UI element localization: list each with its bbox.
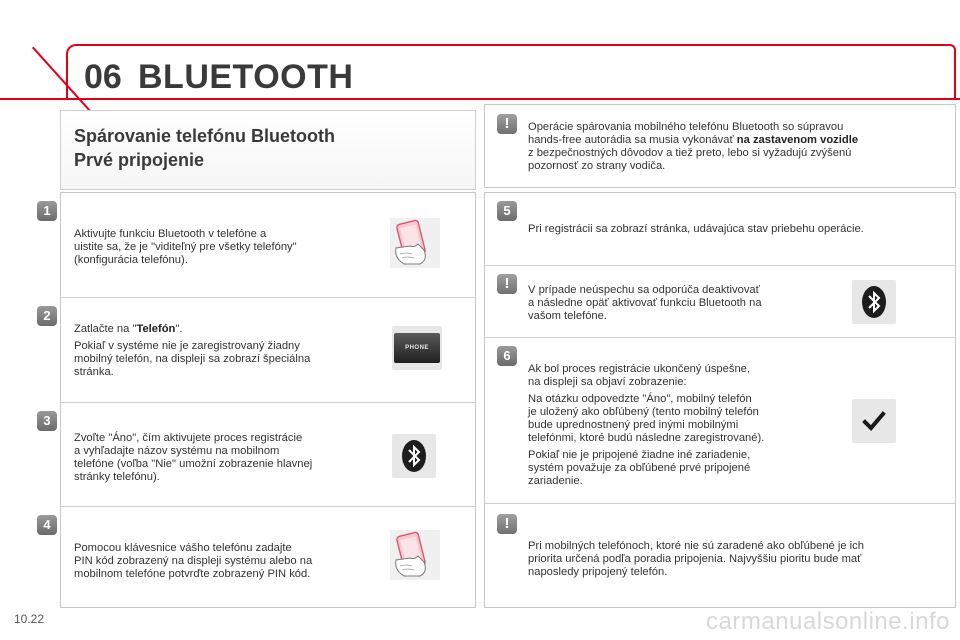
step-2-text: Zatlačte na "Telefón". Pokiaľ v systéme nie je zaregistrovaný žiadny mobilný telefón, na displeji sa zobrazí špeciálna stránka. bbox=[74, 323, 311, 378]
step-4-badge: 4 bbox=[37, 515, 57, 535]
warning-icon: ! bbox=[497, 274, 517, 294]
step-3-badge: 3 bbox=[37, 411, 57, 431]
checkmark-icon bbox=[862, 410, 886, 432]
phone-hand-icon bbox=[390, 530, 440, 580]
phone-hand-icon bbox=[390, 530, 440, 580]
bluetooth-icon-box bbox=[852, 280, 896, 324]
step-4-text: Pomocou klávesnice vášho telefónu zadajte PIN kód zobrazený na displeji systému alebo na mobilnom telefóne potvrďte zobrazený PIN kód. bbox=[74, 542, 313, 580]
step-5-text: Pri registrácii sa zobrazí stránka, udávajúca stav priebehu operácie. bbox=[528, 223, 864, 235]
step-5-badge: 5 bbox=[497, 201, 517, 221]
section-title: Spárovanie telefónu Bluetooth bbox=[74, 126, 336, 146]
phone-hand-icon bbox=[390, 218, 440, 268]
bluetooth-icon bbox=[860, 285, 888, 319]
warning-failure-text: V prípade neúspechu sa odporúča deaktivovať a následne opäť aktivovať funkciu Bluetooth na vašom telefóne. bbox=[528, 284, 762, 322]
divider bbox=[61, 506, 475, 507]
chapter-number: 06 bbox=[84, 58, 122, 96]
bluetooth-icon-box bbox=[392, 434, 436, 478]
step-6-badge: 6 bbox=[497, 346, 517, 366]
bluetooth-icon bbox=[400, 439, 428, 473]
step-1-text: Aktivujte funkciu Bluetooth v telefóne a uistite sa, že je "viditeľný pre všetky telefóny" (konfigurácia telefónu). bbox=[74, 228, 297, 266]
chapter-title: BLUETOOTH bbox=[138, 58, 354, 96]
header-rule bbox=[0, 98, 960, 100]
divider bbox=[485, 337, 955, 338]
section-subtitle: Prvé pripojenie bbox=[74, 150, 205, 170]
warning-priority-text: Pri mobilných telefónoch, ktoré nie sú zaradené ako obľúbené je ich priorita určená podľa poradia pripojenia. Najvyššiu pioritu bude mať naposledy pripojený telefón. bbox=[528, 540, 864, 578]
step-1-badge: 1 bbox=[37, 201, 57, 221]
divider bbox=[61, 297, 475, 298]
divider bbox=[61, 402, 475, 403]
phone-button-frame bbox=[392, 326, 442, 370]
warning-icon: ! bbox=[497, 114, 517, 134]
checkmark-icon-box bbox=[852, 399, 896, 443]
step-6-text: Ak bol proces registrácie ukončený úspešne, na displeji sa objaví zobrazenie: Na otázku odpovedzte "Áno", mobilný telefón je uložený ako obľúbený (tento mobilný telefón bude uprednostnený pred inými mobilnými telefónmi, ktoré budú následne zaregistrované). Pokiaľ nie je pripojené žiadne iné zariadenie, systém považuje za obľúbené prvé pripojené zariadenie. bbox=[528, 363, 765, 487]
warning-top-text: Operácie spárovania mobilného telefónu Bluetooth so súpravou hands-free autorádia sa musia vykonávať na zastavenom vozidle z bezpečnostných dôvodov a tiež preto, lebo si vyžadujú zvýšenú pozornosť zo strany vodiča. bbox=[528, 121, 859, 172]
phone-hand-icon bbox=[390, 218, 440, 268]
watermark: carmanualsonline.info bbox=[706, 608, 950, 635]
step-3-text: Zvoľte "Áno", čím aktivujete proces registrácie a vyhľadajte názov systému na mobilnom telefóne (voľba "Nie" umožní zobrazenie hlavnej stránky telefónu). bbox=[74, 432, 313, 483]
step-2-badge: 2 bbox=[37, 306, 57, 326]
warning-icon: ! bbox=[497, 514, 517, 534]
divider bbox=[485, 503, 955, 504]
page-number: 10.22 bbox=[14, 612, 45, 626]
divider bbox=[485, 265, 955, 266]
phone-button[interactable]: PHONE bbox=[394, 333, 440, 363]
